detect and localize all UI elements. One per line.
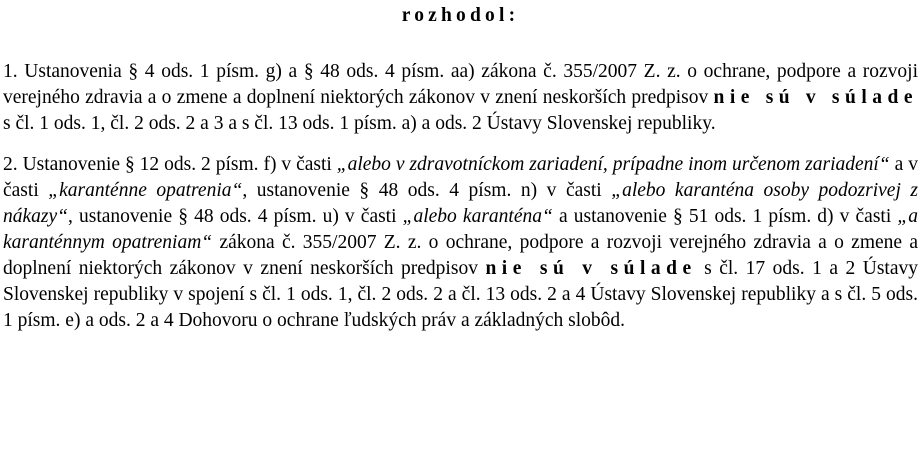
paragraph-2-quote-3: „alebo karanténa osoby podozrivej z nákazy“ xyxy=(3,180,919,227)
paragraph-2-text-c: , ustanovenie § 48 ods. 4 písm. n) v časti xyxy=(242,180,612,201)
paragraph-2 xyxy=(3,152,918,334)
paragraph-2-quote-2: „karanténne opatrenia“ xyxy=(48,180,243,201)
paragraph-1-text-a: 1. Ustanovenia § 4 ods. 1 písm. g) a § 48 ods. 4 písm. aa) zákona č. 355/2007 Z. z. o ochrane, podpore a rozvoji verejného zdravia a o zmene a doplnení niektorých zákonov v znení neskorších predpisov xyxy=(3,61,918,108)
document-page xyxy=(3,0,918,334)
paragraph-2-text-b: a v časti xyxy=(3,154,918,201)
paragraph-2-quote-4: „alebo karanténa“ xyxy=(402,206,553,227)
paragraph-1-verdict: nie sú v súlade xyxy=(713,87,919,108)
paragraph-1 xyxy=(3,59,918,137)
paragraph-2-quote-1: „alebo v zdravotníckom zariadení, prípadne inom určenom zariadení“ xyxy=(336,154,890,175)
paragraph-2-quote-5: „a karanténnym opatreniam“ xyxy=(3,206,918,253)
paragraph-2-text-d: , ustanovenie § 48 ods. 4 písm. u) v časti xyxy=(68,206,403,227)
paragraph-2-text-g: s čl. 17 ods. 1 a 2 Ústavy Slovenskej republiky v spojení s čl. 1 ods. 1, čl. 2 ods. 2 a čl. 13 ods. 2 a 4 Ústavy Slovenskej republiky a s čl. 5 ods. 1 písm. e) a ods. 2 a 4 Dohovoru o ochrane ľudských práv a základných slobôd. xyxy=(3,258,918,331)
decision-heading: rozhodol: xyxy=(401,5,520,26)
paragraph-2-text-f: zákona č. 355/2007 Z. z. o ochrane, podpore a rozvoji verejného zdravia a o zmene a doplnení niektorých zákonov v znení neskorších predpisov xyxy=(3,232,918,279)
paragraph-2-text-e: a ustanovenie § 51 ods. 1 písm. d) v časti xyxy=(552,206,898,227)
paragraph-2-verdict: nie sú v súlade xyxy=(485,258,697,279)
paragraph-2-text-a: 2. Ustanovenie § 12 ods. 2 písm. f) v časti xyxy=(3,154,337,175)
paragraph-1-text-b: s čl. 1 ods. 1, čl. 2 ods. 2 a 3 a s čl. 13 ods. 1 písm. a) a ods. 2 Ústavy Slovenskej republiky. xyxy=(3,113,716,134)
